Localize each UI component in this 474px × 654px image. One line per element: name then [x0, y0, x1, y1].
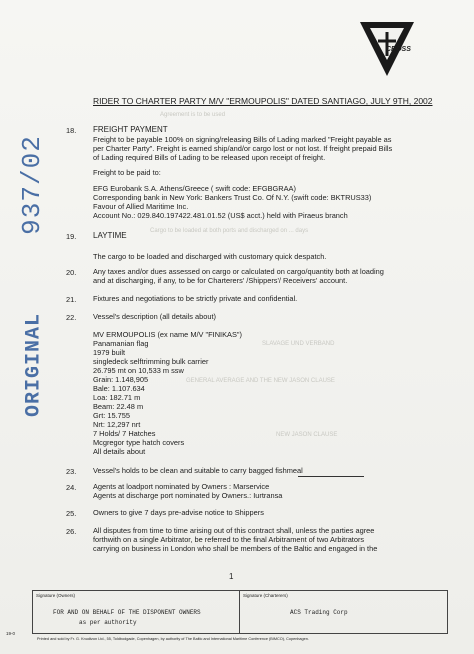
vessel-detail: Mcgregor type hatch covers: [93, 438, 185, 447]
vessel-detail: Loa: 182.71 m: [93, 393, 141, 402]
owners-signature-cell: [33, 591, 240, 633]
text-line: Favour of Allied Maritime Inc.: [93, 202, 189, 211]
clause-number: 26.: [66, 527, 77, 536]
page-number: 1: [229, 572, 234, 581]
text-line: and at discharging, if any, to be for Charterers' /Shippers'/ Receivers' account.: [93, 276, 348, 285]
vessel-detail: Bale: 1.107.634: [93, 384, 145, 393]
vessel-detail: 1979 built: [93, 348, 126, 357]
text-line: Vessel's holds to be clean and suitable to carry bagged fishmeal: [93, 466, 303, 475]
vessel-detail: 7 Holds/ 7 Hatches: [93, 429, 156, 438]
form-number: 19-0: [6, 631, 16, 636]
owners-signature-line2: as per authority: [79, 619, 137, 626]
vessel-detail: 26.795 mt on 10,533 m ssw: [93, 366, 184, 375]
owners-signature-label: Signature (Owners): [36, 593, 76, 598]
text-line: The cargo to be loaded and discharged with customary quick despatch.: [93, 252, 327, 261]
clause-number: 19.: [66, 232, 77, 241]
text-line: All disputes from time to time arising out of this contract shall, unless the parties agree: [93, 526, 375, 535]
text-line: Vessel's description (all details about): [93, 312, 217, 321]
signature-box: [32, 590, 448, 634]
clause-number: 24.: [66, 483, 77, 492]
printed-note: Printed and sold by Fr. G. Knudtzon Ltd., 55, Toldbodgade, Copenhagen, by authority of The Baltic and International Maritime Conference (BIMCO), Copenhagen.: [37, 637, 309, 641]
text-line: Owners to give 7 days pre-advise notice to Shippers: [93, 508, 264, 517]
contract-number-stamp: 937/02: [17, 135, 47, 235]
vessel-detail: MV ERMOUPOLIS (ex name M/V "FINIKAS"): [93, 330, 242, 339]
text-line: of Lading required Bills of Lading to be released upon receipt of freight.: [93, 153, 326, 162]
text-line: forthwith on a single Arbitrator, be referred to the final Arbitrament of two Arbitrators: [93, 535, 365, 544]
clause-number: 23.: [66, 467, 77, 476]
clause-number: 21.: [66, 295, 77, 304]
clause-number: 22.: [66, 313, 77, 322]
text-line: Any taxes and/or dues assessed on cargo or calculated on cargo/quantity both at loading: [93, 267, 384, 276]
vessel-detail: Beam: 22.48 m: [93, 402, 144, 411]
clause-number: 25.: [66, 509, 77, 518]
logo-text: CROSS: [386, 46, 411, 53]
vessel-detail: Grain: 1.148,905: [93, 375, 149, 384]
text-line: Account No.: 029.840.197422.481.01.52 (US$ acct.) held with Piraeus branch: [93, 211, 348, 220]
text-line: Agents at loadport nominated by Owners : Marservice: [93, 482, 270, 491]
vessel-detail: Nrt: 12,297 nrt: [93, 420, 141, 429]
clause-heading: LAYTIME: [93, 231, 127, 240]
text-line: per Charter Party". Freight is earned ship/and/or cargo lost or not lost. If freight prepaid Bills: [93, 144, 393, 153]
clause-number: 18.: [66, 126, 77, 135]
vessel-detail: Panamanian flag: [93, 339, 149, 348]
owners-signature-line1: FOR AND ON BEHALF OF THE DISPONENT OWNERS: [53, 609, 201, 616]
text-line: Agents at discharge port nominated by Owners.: Iurtransa: [93, 491, 283, 500]
text-line: Corresponding bank in New York: Bankers Trust Co. Of N.Y. (swift code: BKTRUS33): [93, 193, 372, 202]
text-line: EFG Eurobank S.A. Athens/Greece ( swift code: EFGBGRAA): [93, 184, 296, 193]
vessel-detail: singledeck selftrimming bulk carrier: [93, 357, 209, 366]
text-line: carrying on business in London who shall be members of the Baltic and engaged in the: [93, 544, 378, 553]
text-line: Freight to be paid to:: [93, 168, 161, 177]
text-line: Fixtures and negotiations to be strictly private and confidential.: [93, 294, 298, 303]
text-line: Freight to be payable 100% on signing/releasing Bills of Lading marked "Freight payable as: [93, 135, 392, 144]
clause-heading: FREIGHT PAYMENT: [93, 125, 168, 134]
clause-number: 20.: [66, 268, 77, 277]
vessel-detail: Grt: 15.755: [93, 411, 130, 420]
charterers-signature-cell: [240, 591, 447, 633]
charterers-signature-value: ACS Trading Corp: [290, 609, 348, 616]
charterers-signature-label: Signature (Charterers): [243, 593, 288, 598]
document-title: RIDER TO CHARTER PARTY M/V "ERMOUPOLIS" DATED SANTIAGO, JULY 9TH, 2002: [93, 96, 433, 106]
handwritten-underline: [298, 476, 364, 477]
original-stamp: ORIGINAL: [22, 312, 46, 418]
vessel-detail: All details about: [93, 447, 146, 456]
document-page: CROSS 937/02 ORIGINAL RIDER TO CHARTER PARTY M/V "ERMOUPOLIS" DATED SANTIAGO, JULY 9TH, 2002 Agreement is to be used Cargo to be loaded at both ports and discharged on ... days SLAVAGE UND VERBAND GENERAL AVERAGE AND THE NEW JASON CLAUSE NEW JASON CLAUSE 18. FREIGHT PAYMENT Freight to be payable 100% on signing/releasing Bills of Lading marked "Freight payable as per Charter Party". Freight is earned ship/and/or cargo lost or not lost. If freight prepaid Bills of Lading required Bills of Lading to be released upon receipt of freight. Freight to be paid to: EFG Eurobank S.A. Athens/Greece ( swift code: EFGBGRAA) Corresponding bank in New York: Bankers Trust Co. Of N.Y. (swift code: BKTRUS33) Favour of Allied Maritime Inc. Account No.: 029.840.197422.481.01.52 (US$ acct.) held with Piraeus branch 19. LAYTIME The cargo to be loaded and discharged with customary quick despatch. 20. Any taxes and/or dues assessed on cargo or calculated on cargo/quantity both at loading and at discharging, if any, to be for Charterers' /Shippers'/ Receivers' account. 21. Fixtures and negotiations to be strictly private and confidential. 22. Vessel's description (all details about) MV ERMOUPOLIS (ex name M/V "FINIKAS") Panamanian flag 1979 built singledeck selftrimming bulk carrier 26.795 mt on 10,533 m ssw Grain: 1.148,905 Bale: 1.107.634 Loa: 182.71 m Beam: 22.48 m Grt: 15.755 Nrt: 12,297 nrt 7 Holds/ 7 Hatches Mcgregor type hatch covers All details about 23. Vessel's holds to be clean and suitable to carry bagged fishmeal 24. Agents at loadport nominated by Owners : Marservice Agents at discharge port nominated by Owners.: Iurtransa 25. Owners to give 7 days pre-advise notice to Shippers 26. All disputes from time to time arising out of this contract shall, unless the parties agree forthwith on a single Arbitrator, be referred to the final Arbitrament of two Arbitrators carrying on business in London who shall be members of the Baltic and engaged in the 1 Signature (Owners) FOR AND ON BEHALF OF THE DISPONENT OWNERS as per authority Signature (Charterers) ACS Trading Corp 19-0 Printed and sold by Fr. G. Knudtzon Ltd., 55, Toldbodgade, Copenhagen, by authority of The Baltic and International Maritime Conference (BIMCO), Copenhagen.: [0, 0, 474, 654]
